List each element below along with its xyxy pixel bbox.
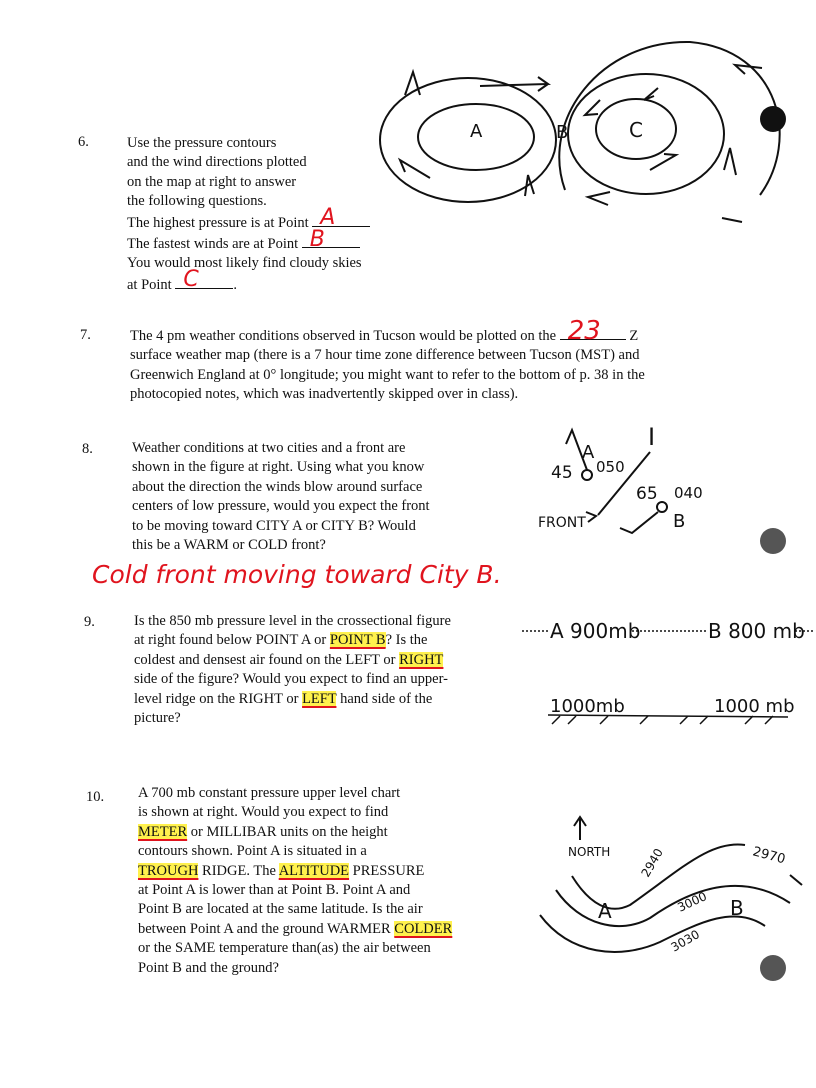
map-label-b: B (556, 122, 569, 143)
section-ground-left: 1000mb (550, 696, 625, 717)
q6-line-2: and the wind directions plotted (127, 154, 307, 171)
q7-line-2: surface weather map (there is a 7 hour time zone difference between Tucson (MST) and (130, 347, 640, 364)
contour-3030 (540, 915, 765, 955)
q10-answer-trough: TROUGH (138, 862, 199, 879)
q8-line-1: Weather conditions at two cities and a front are (132, 440, 406, 456)
q10-line-2: is shown at right. Would you expect to find (138, 804, 389, 821)
station-a-temp: 45 (551, 463, 573, 483)
question-10-number: 10. (86, 789, 105, 805)
q8-line-2: shown in the figure at right. Using what you know (132, 459, 425, 476)
q10-line-8-a: between Point A and the ground WARMER (138, 920, 395, 937)
section-point-a: A 900mb (550, 619, 641, 643)
contour-label-2940: 2940 (638, 846, 666, 880)
q6-cloudy-prefix: at Point (127, 276, 172, 293)
contour-2970-end (790, 875, 802, 885)
q10-line-1: A 700 mb constant pressure upper level chart (138, 785, 401, 801)
section-ground-right: 1000 mb (714, 696, 795, 717)
north-label: NORTH (568, 845, 611, 859)
q10-line-5-c: PRESSURE (349, 862, 425, 879)
station-a-pressure: 050 (596, 458, 625, 476)
q10-answer-altitude: ALTITUDE (278, 862, 350, 879)
station-a-label: A (582, 442, 595, 463)
punch-hole (760, 528, 786, 554)
q10-line-4: contours shown. Point A is situated in a (138, 843, 367, 860)
q8-line-3: about the direction the winds blow around surface (132, 478, 423, 495)
q6-line-4: the following questions. (127, 193, 267, 210)
contour-label-3000: 3000 (675, 889, 709, 915)
q7-line-1-prefix: The 4 pm weather conditions observed in Tucson would be plotted on the (130, 328, 557, 344)
station-b-temp: 65 (636, 484, 658, 504)
q10-line-7: Point B are located at the same latitude. Is the air (138, 901, 423, 918)
q9-line-2-a: at right found below POINT A or (134, 632, 330, 649)
q6-highest-prefix: The highest pressure is at Point (127, 214, 309, 231)
question-7-number: 7. (80, 327, 91, 343)
q7-answer: 23 (567, 315, 601, 346)
q9-line-4: side of the figure? Would you expect to find an upper- (134, 671, 448, 688)
q9-line-1: Is the 850 mb pressure level in the crossectional figure (134, 613, 451, 629)
q9-answer-left: LEFT (302, 690, 337, 707)
q8-line-6: this be a WARM or COLD front? (132, 537, 326, 554)
q8-line-5: to be moving toward CITY A or CITY B? Would (132, 517, 416, 534)
q10-line-10: Point B and the ground? (138, 959, 279, 976)
punch-hole (760, 955, 786, 981)
punch-hole (760, 106, 786, 132)
q10-line-3-b: or MILLIBAR units on the height (187, 823, 388, 840)
q9-line-6: picture? (134, 710, 181, 727)
contour-label-3030: 3030 (668, 927, 702, 955)
chart-point-b: B (730, 896, 744, 920)
q10-line-6: at Point A is lower than at Point B. Point A and (138, 882, 411, 899)
section-point-b: B 800 mb (708, 619, 805, 643)
q10-answer-meter: METER (138, 823, 188, 840)
question-8-number: 8. (82, 441, 93, 457)
question-9-number: 9. (84, 614, 95, 630)
front-mark: I (648, 423, 656, 451)
q6-fastest-prefix: The fastest winds are at Point (127, 236, 299, 253)
q6-line-3: on the map at right to answer (127, 173, 297, 190)
q6-cloudy-line: You would most likely find cloudy skies (127, 255, 362, 272)
question-6-number: 6. (78, 134, 89, 150)
q9-answer-point-b: POINT B (329, 632, 386, 649)
front-label: FRONT (538, 515, 586, 531)
q8-line-4: centers of low pressure, would you expect the front (132, 498, 430, 515)
q6-line-1: Use the pressure contours (127, 135, 277, 151)
map-label-c: C (629, 118, 643, 142)
q9-answer-right: RIGHT (399, 651, 444, 668)
station-b-pressure: 040 (674, 484, 703, 502)
q6-cloudy-suffix: . (233, 276, 237, 293)
q10-line-5-b: RIDGE. The (198, 862, 279, 879)
q6-fastest-answer: B (309, 226, 325, 252)
q10-line-9: or the SAME temperature than(as) the air between (138, 940, 431, 957)
q8-handwritten-answer: Cold front moving toward City B. (92, 560, 502, 589)
chart-point-a: A (598, 899, 612, 923)
q6-highest-answer: A (320, 205, 336, 231)
q7-line-4: photocopied notes, which was inadvertently skipped over in class). (130, 386, 519, 403)
q7-line-3: Greenwich England at 0° longitude; you might want to refer to the bottom of p. 38 in the (130, 366, 645, 383)
q9-line-5-a: level ridge on the RIGHT or (134, 690, 303, 707)
q9-line-3-a: coldest and densest air found on the LEFT or (134, 651, 400, 668)
q9-line-5-b: hand side of the (336, 690, 433, 707)
station-b-label: B (673, 511, 686, 532)
q10-answer-colder: COLDER (394, 920, 453, 937)
q6-cloudy-answer: C (183, 267, 199, 293)
contour-label-2970: 2970 (750, 844, 787, 868)
q9-line-2-b: ? Is the (385, 632, 428, 649)
map-label-a: A (470, 121, 483, 142)
q7-line-1-suffix: Z (629, 328, 639, 344)
